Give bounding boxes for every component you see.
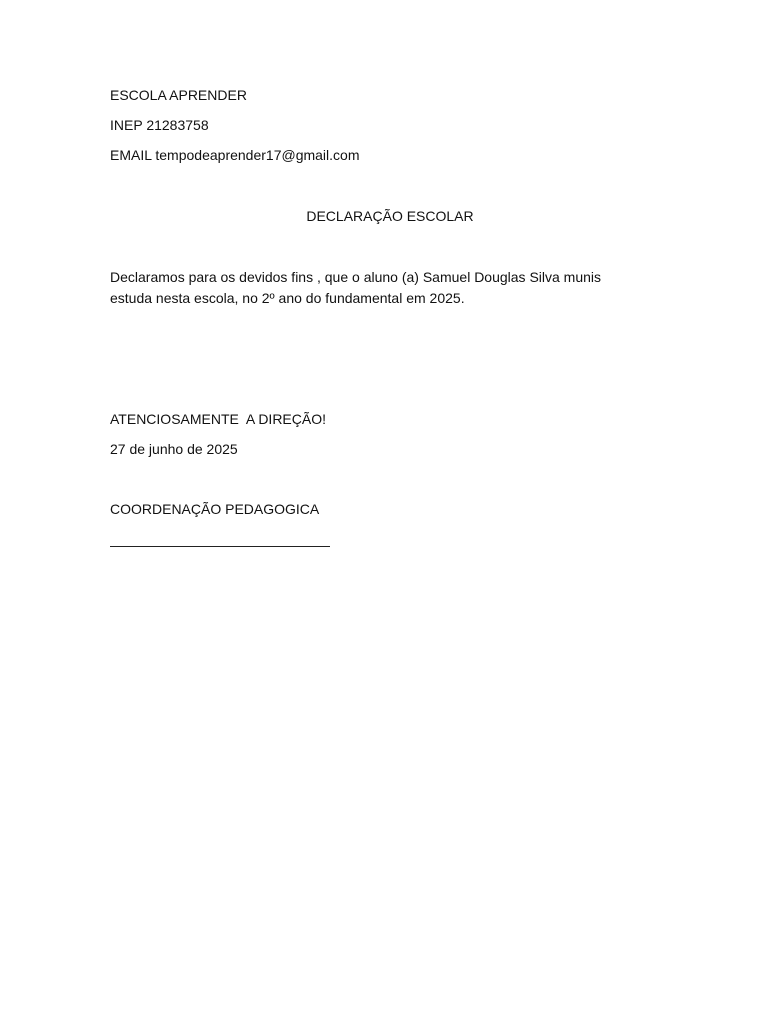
signatory-title: COORDENAÇÃO PEDAGOGICA [110, 501, 320, 517]
document-date: 27 de junho de 2025 [110, 441, 238, 457]
school-email: EMAIL tempodeaprender17@gmail.com [110, 147, 360, 163]
declaration-line-1: Declaramos para os devidos fins , que o aluno (a) Samuel Douglas Silva munis [110, 269, 602, 285]
declaration-line-2: estuda nesta escola, no 2º ano do fundamental em 2025. [110, 290, 465, 306]
document-title: DECLARAÇÃO ESCOLAR [306, 208, 474, 224]
inep-code: INEP 21283758 [110, 117, 209, 133]
school-name: ESCOLA APRENDER [110, 87, 247, 103]
closing-regards: ATENCIOSAMENTE A DIREÇÃO! [110, 411, 327, 427]
declaration-body [110, 267, 650, 309]
signature-line [110, 546, 330, 547]
